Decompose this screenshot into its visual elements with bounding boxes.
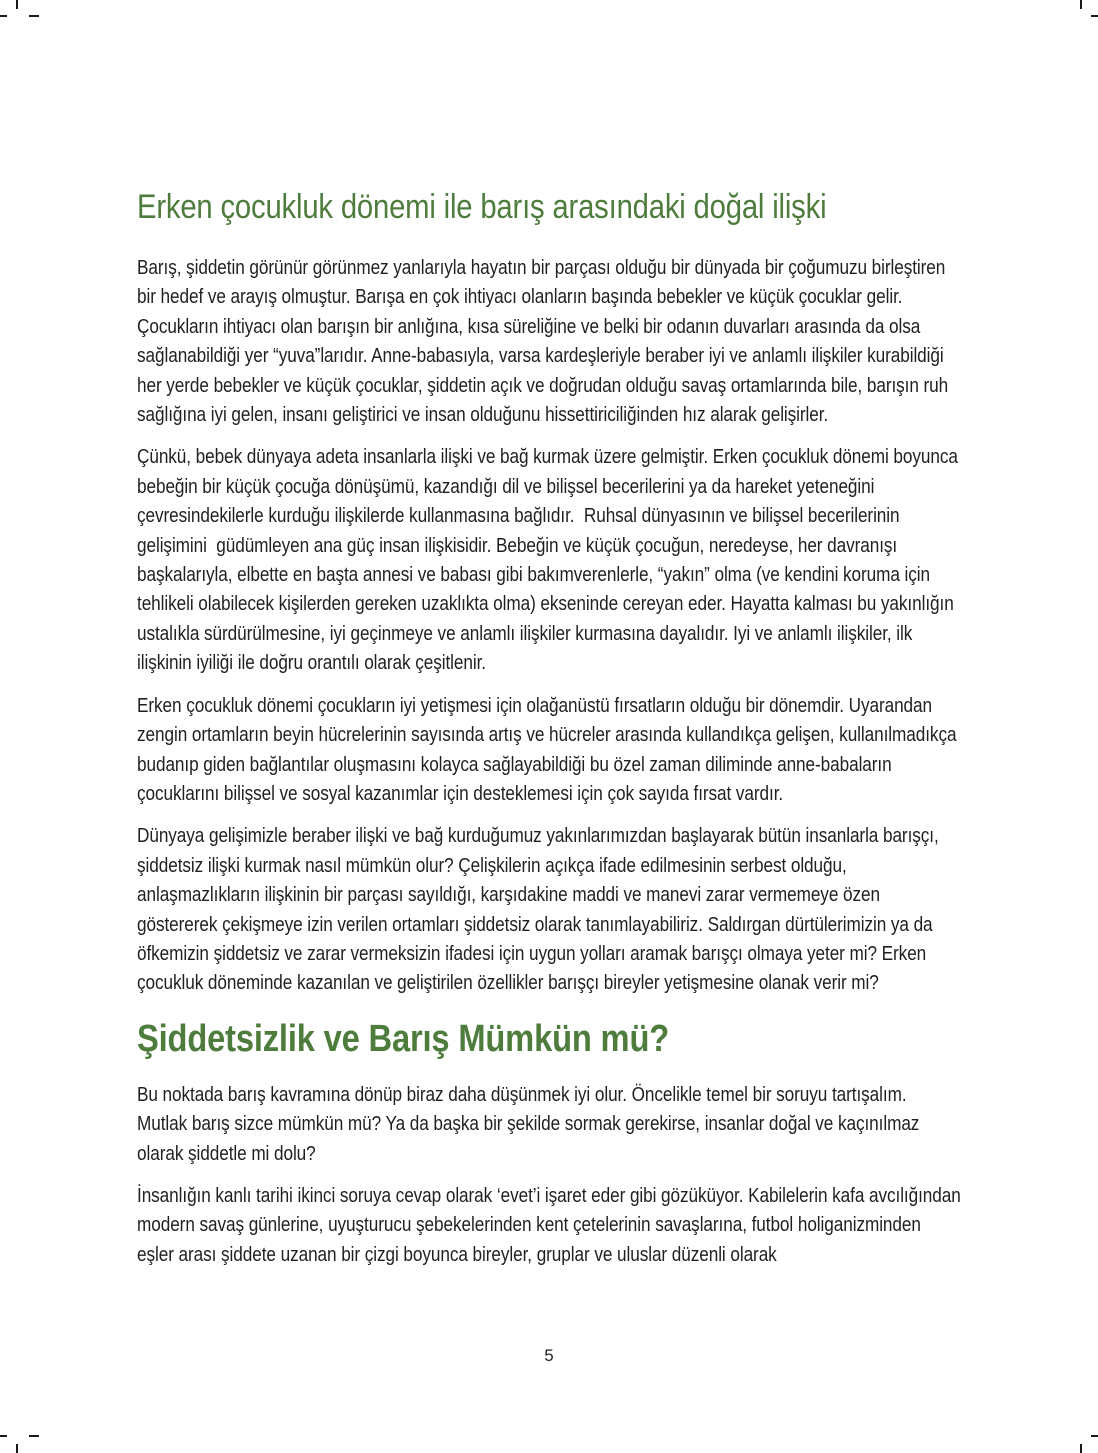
page-number: 5 (544, 1346, 554, 1365)
crop-mark-bottom-left-horizontal-2 (29, 1435, 39, 1437)
text-column (137, 186, 966, 1283)
crop-mark-bottom-left-horizontal (0, 1435, 7, 1437)
body-paragraph: İnsanlığın kanlı tarihi ikinci soruya cevap olarak ‘evet’i işaret eder gibi gözüküyor. Kabilelerin kafa avcılığından modern savaş günlerine, uyuşturucu şebekelerinden kent çetelerinin savaşlarına, futbol holiganizminden eşler arası şiddete uzanan bir çizgi boyunca bireyler, gruplar ve uluslar düzenli olarak (137, 1184, 966, 1266)
section-heading-natural-link: Erken çocukluk dönemi ile barış arasındaki doğal ilişki (137, 188, 827, 226)
body-paragraph: Bu noktada barış kavramına dönüp biraz daha düşünmek iyi olur. Öncelikle temel bir soruyu tartışalım. Mutlak barış sizce mümkün mü? Ya da başka bir şekilde sormak gerekirse, insanlar doğal ve kaçınılmaz olarak şiddetle mi dolu? (137, 1083, 925, 1165)
crop-mark-top-right-vertical (1080, 0, 1082, 9)
body-paragraph: Erken çocukluk dönemi çocukların iyi yetişmesi için olağanüstü fırsatların olduğu bir dönemdir. Uyarandan zengin ortamların beyin hücrelerinin sayısında artış ve hücreler arasında kullandıkça gelişen, kullanılmadıkça budanıp giden bağlantılar oluşmasını kolayca sağlayabildiği bu özel zaman diliminde anne-babaların çocuklarını bilişsel ve sosyal kazanımlar için desteklemesi için çok sayıda fırsat vardır. (137, 694, 962, 805)
body-paragraph: Dünyaya gelişimizle beraber ilişki ve bağ kurduğumuz yakınlarımızdan başlayarak bütün insanlarla barışçı, şiddetsiz ilişki kurmak nasıl mümkün olur? Çelişkilerin açıkça ifade edilmesinin serbest olduğu, anlaşmazlıkların ilişkinin bir parçası sayıldığı, karşıdakine maddi ve manevi zarar vermemeye özen göstererek çekişmeye izin verilen ortamları şiddetsiz olarak tanımlayabiliriz. Saldırgan dürtülerimizin ya da öfkemizin şiddetsiz ve zarar vermeksizin ifadesi için uygun yolları aramak barışçı olmaya yeter mi? Erken çocukluk döneminde kazanılan ve geliştirilen özellikler barışçı bireyler yetişmesine olanak verir mi? (137, 825, 944, 995)
crop-mark-top-right-horizontal (1091, 15, 1098, 17)
body-paragraph: Çünkü, bebek dünyaya adeta insanlarla ilişki ve bağ kurmak üzere gelmiştir. Erken çocukluk dönemi boyunca bebeğin bir küçük çocuğa dönüşümü, kazandığı dil ve bilişsel becerilerini ya da hareket yeteneğini çevresindekilerle kurduğu ilişkilerde kullanmasına bağlıdır. Ruhsal dünyasının ve bilişsel becerilerinin gelişimini güdümleyen ana güç insan ilişkisidir. Bebeğin ve küçük çocuğun, neredeyse, her davranışı başkalarıyla, elbette en başta annesi ve babası gibi bakımverenlerle, “yakın” olma (ve kendini koruma için tehlikeli olabilecek kişilerden gereken uzaklıkta olma) ekseninde cereyan eder. Hayatta kalması bu yakınlığın ustalıkla sürdürülmesine, iyi geçinmeye ve anlamlı ilişkiler kurmasına dayalıdır. Iyi ve anlamlı ilişkiler, ilk ilişkinin iyiliği ile doğru orantılı olarak çeşitlenir. (137, 446, 963, 675)
crop-mark-top-left-horizontal (0, 15, 7, 17)
section-heading-nonviolence-possible: Şiddetsizlik ve Barış Mümkün mü? (137, 1017, 670, 1060)
body-paragraph: Barış, şiddetin görünür görünmez yanlarıyla hayatın bir parçası olduğu bir dünyada bir çoğumuzu birleştiren bir hedef ve arayış olmuştur. Barışa en çok ihtiyacı olanların başında bebekler ve küçük çocuklar gelir. Çocukların ihtiyacı olan barışın bir anlığına, kısa süreliğine ve belki bir odanın duvarları arasında da olsa sağlanabildiği yer “yuva”larıdır. Anne-babasıyla, varsa kardeşleriyle beraber iyi ve anlamlı ilişkiler kurabildiği her yerde bebekler ve küçük çocuklar, şiddetin açık ve doğrudan olduğu savaş ortamlarında bile, barışın ruh sağlığına iyi gelen, insanı geliştirici ve insan olduğunu hissettiriciliğinden hız alarak gelişirler. (137, 257, 953, 427)
crop-mark-top-left-vertical (16, 0, 18, 9)
crop-mark-top-left-horizontal-2 (29, 15, 39, 17)
crop-mark-bottom-left-vertical (16, 1444, 18, 1453)
crop-mark-bottom-right-horizontal (1091, 1435, 1098, 1437)
crop-mark-bottom-right-vertical (1080, 1444, 1082, 1453)
